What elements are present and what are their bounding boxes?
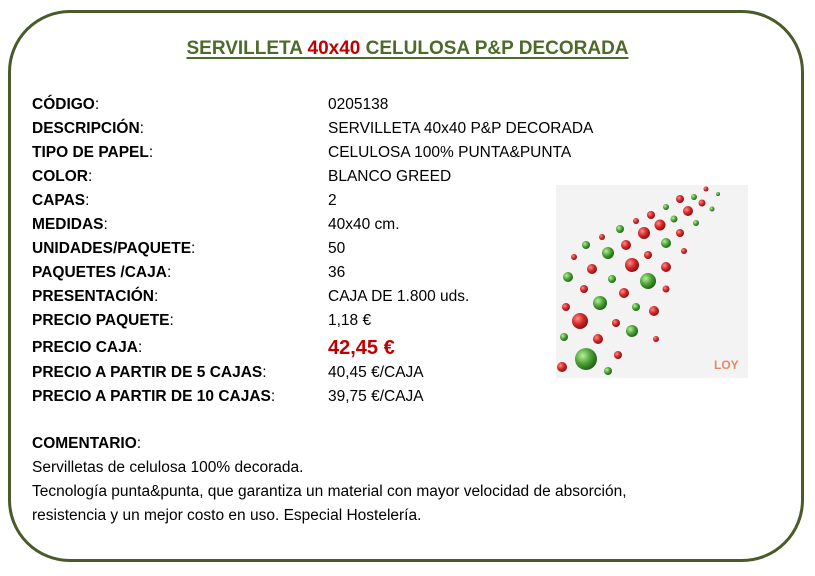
spec-value: 40,45 €/CAJA [328, 364, 424, 381]
spec-label: CÓDIGO [32, 96, 95, 113]
comment-label: COMENTARIO [32, 435, 137, 452]
spec-label: PRECIO PAQUETE [32, 312, 170, 329]
spec-row-paquetes-caja: PAQUETES /CAJA: 36 [32, 261, 593, 285]
spec-label: PRECIO A PARTIR DE 5 CAJAS [32, 364, 263, 381]
spec-label: COLOR [32, 168, 88, 185]
spec-value: 39,75 €/CAJA [328, 388, 424, 405]
spec-label: DESCRIPCIÓN [32, 120, 140, 137]
spec-value: 0205138 [328, 96, 389, 113]
spec-value: SERVILLETA 40x40 P&P DECORADA [328, 120, 594, 137]
comment-line: Tecnología punta&punta, que garantiza un material con mayor velocidad de absorción, [32, 483, 627, 500]
title-part2: CELULOSA P&P DECORADA [365, 38, 629, 59]
spec-row-descripcion: DESCRIPCIÓN: SERVILLETA 40x40 P&P DECORADA [32, 117, 593, 141]
comment-line: Servilletas de celulosa 100% decorada. [32, 459, 304, 476]
box-price-highlight: 42,45 € [328, 337, 395, 359]
spec-value: CELULOSA 100% PUNTA&PUNTA [328, 144, 572, 161]
spec-value: 1,18 € [328, 312, 372, 329]
spec-label: CAPAS [32, 192, 86, 209]
spec-label: PAQUETES /CAJA [32, 264, 167, 281]
spec-label: UNIDADES/PAQUETE [32, 240, 192, 257]
napkin-dots-image [556, 185, 748, 378]
spec-value: 2 [328, 192, 337, 209]
spec-row-precio-10-cajas: PRECIO A PARTIR DE 10 CAJAS: 39,75 €/CAJA [32, 385, 593, 409]
spec-label: TIPO DE PAPEL [32, 144, 149, 161]
spec-row-codigo: CÓDIGO: 0205138 [32, 93, 593, 117]
spec-value: 50 [328, 240, 346, 257]
product-title [0, 38, 815, 60]
spec-row-unidades-paquete: UNIDADES/PAQUETE: 50 [32, 237, 593, 261]
spec-row-precio-paquete: PRECIO PAQUETE: 1,18 € [32, 309, 593, 333]
spec-row-tipo-papel: TIPO DE PAPEL: CELULOSA 100% PUNTA&PUNTA [32, 141, 593, 165]
product-photo [556, 185, 748, 378]
spec-row-medidas: MEDIDAS: 40x40 cm. [32, 213, 593, 237]
spec-label: PRECIO A PARTIR DE 10 CAJAS [32, 388, 271, 405]
spec-row-presentacion: PRESENTACIÓN: CAJA DE 1.800 uds. [32, 285, 593, 309]
title-part1: SERVILLETA [186, 38, 308, 59]
comment-line: resistencia y un mejor costo en uso. Especial Hostelería. [32, 507, 422, 524]
spec-row-color: COLOR: BLANCO GREED [32, 165, 593, 189]
spec-value: BLANCO GREED [328, 168, 452, 185]
spec-row-precio-5-cajas: PRECIO A PARTIR DE 5 CAJAS: 40,45 €/CAJA [32, 361, 593, 385]
title-size-highlight: 40x40 [307, 38, 366, 59]
spec-label: PRESENTACIÓN [32, 288, 155, 305]
spec-row-precio-caja: PRECIO CAJA: 42,45 € [32, 333, 593, 361]
spec-row-capas: CAPAS: 2 [32, 189, 593, 213]
spec-value: 40x40 cm. [328, 216, 400, 233]
spec-value: 36 [328, 264, 346, 281]
brand-logo: LOY [714, 358, 739, 372]
spec-value: CAJA DE 1.800 uds. [328, 288, 470, 305]
spec-label: PRECIO CAJA [32, 339, 138, 356]
spec-table [32, 93, 593, 409]
spec-label: MEDIDAS [32, 216, 104, 233]
comment-section: COMENTARIO: Servilletas de celulosa 100% decorada. Tecnología punta&punta, que garantiza un material con mayor velocidad de absorción, resistencia y un mejor costo en uso. Especial Hostelería. [32, 432, 627, 528]
